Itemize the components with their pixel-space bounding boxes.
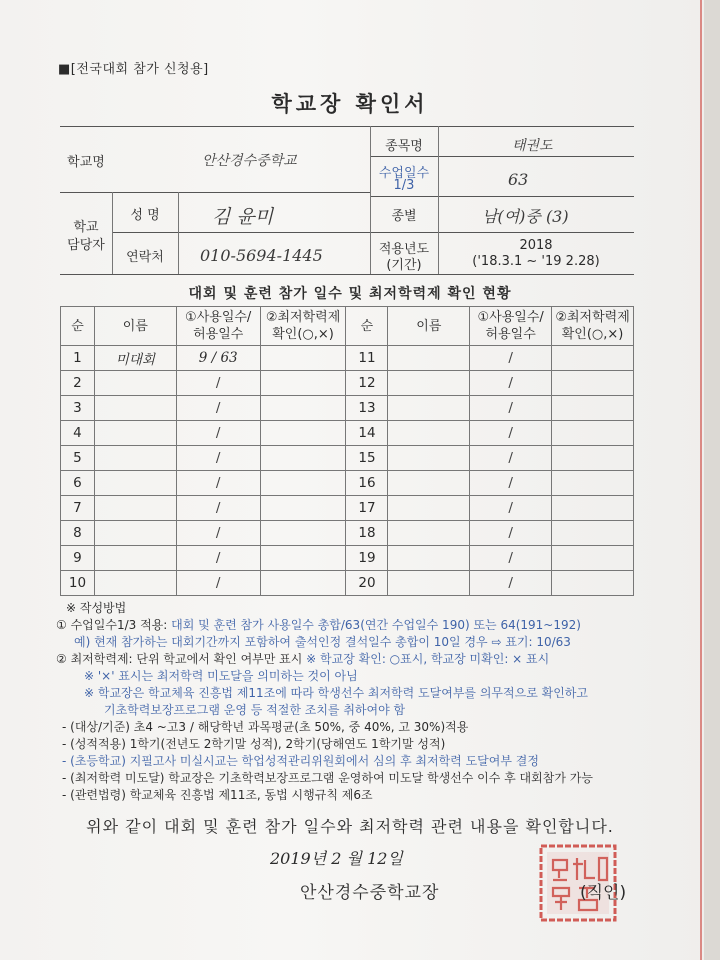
days-label-2: 1/3 — [393, 178, 415, 193]
row-name: 미대회 — [94, 346, 176, 371]
row-number: 2 — [61, 371, 95, 396]
info-border-top — [60, 126, 634, 127]
row-days: / — [176, 396, 260, 421]
note-1a — [56, 617, 696, 634]
row-days: / — [176, 496, 260, 521]
row-days: / — [176, 371, 260, 396]
row-number: 3 — [61, 396, 95, 421]
table-row — [61, 546, 634, 571]
table-row — [61, 346, 634, 371]
header-check-b2: 확인(○,×) — [561, 327, 624, 342]
row-number: 19 — [346, 546, 388, 571]
row-number: 8 — [61, 521, 95, 546]
category-value: 남(여)중 (3) — [482, 207, 569, 226]
header-check — [260, 307, 346, 346]
row-name — [388, 396, 470, 421]
form-tag: ■[전국대회 참가 신청용] — [58, 62, 209, 77]
row-name — [94, 371, 176, 396]
row-check — [260, 396, 346, 421]
row-name — [388, 371, 470, 396]
row-number: 16 — [346, 471, 388, 496]
header-days — [176, 307, 260, 346]
row-check — [552, 521, 634, 546]
row-name — [94, 396, 176, 421]
contact-label: 연락처 — [126, 250, 164, 265]
row-days: / — [470, 546, 552, 571]
row-name — [94, 571, 176, 596]
header-no: 순 — [61, 307, 95, 346]
row-check — [552, 471, 634, 496]
table-row — [61, 521, 634, 546]
row-name — [94, 446, 176, 471]
header-check-2: 확인(○,×) — [272, 327, 334, 342]
header-days-1: ①사용일수/ — [185, 310, 252, 325]
row-days: / — [176, 571, 260, 596]
note-2a — [56, 651, 696, 668]
note-2a-rest: ※ 학교장 확인: ○표시, 학교장 미확인: × 표시 — [302, 652, 550, 666]
row-days: / — [470, 446, 552, 471]
row-days: / — [176, 471, 260, 496]
row-name — [388, 346, 470, 371]
header-days-b1: ①사용일수/ — [477, 310, 544, 325]
contact-value: 010-5694-1445 — [200, 246, 323, 265]
row-number: 13 — [346, 396, 388, 421]
row-check — [260, 546, 346, 571]
note-2c: ※ 학교장은 학교체육 진흥법 제11조에 따라 학생선수 최저학력 도달여부를 의무적으로 확인하고 — [84, 686, 588, 700]
note-2b: ※ '×' 표시는 최저학력 미도달을 의미하는 것이 아님 — [84, 669, 358, 683]
table-row — [61, 446, 634, 471]
row-days: / — [176, 546, 260, 571]
name-value: 김 윤미 — [212, 206, 274, 228]
row-number: 17 — [346, 496, 388, 521]
note-2d: 기초학력보장프로그램 운영 등 적절한 조치를 취하여야 함 — [104, 703, 406, 717]
row-check — [552, 371, 634, 396]
table-header-row — [61, 307, 634, 346]
note-1a-rest: 대회 및 훈련 참가 사용일수 총합/63(연간 수업일수 190) 또는 64(191~192) — [167, 618, 581, 632]
header-days-2: 허용일수 — [193, 327, 244, 342]
header-check-b1: ②최저학력제 — [555, 310, 630, 325]
confirmation-statement: 위와 같이 대회 및 훈련 참가 일수와 최저학력 관련 내용을 확인합니다. — [86, 817, 614, 836]
row-check — [260, 446, 346, 471]
row-name — [388, 496, 470, 521]
row-check — [552, 446, 634, 471]
days-value: 63 — [508, 170, 529, 189]
table-row — [61, 421, 634, 446]
info-border-mid-left — [60, 192, 370, 193]
event-label: 종목명 — [385, 139, 423, 154]
seal-mark: (직인) — [580, 883, 627, 903]
principal-title: 안산경수중학교장 — [300, 883, 440, 903]
row-days: / — [176, 421, 260, 446]
note-2a-prefix: ② 최저학력제: 단위 학교에서 확인 여부만 표시 — [56, 652, 303, 666]
school-value: 안산경수중학교 — [202, 154, 297, 169]
note-1a-prefix: ① 수업일수1/3 적용: — [56, 618, 168, 632]
signature-date: 2019년 2 월 12일 — [270, 849, 403, 868]
row-number: 18 — [346, 521, 388, 546]
year-label-2: (기간) — [386, 258, 422, 273]
page-edge — [704, 0, 720, 960]
row-number: 4 — [61, 421, 95, 446]
row-check — [260, 571, 346, 596]
event-value: 태권도 — [512, 139, 553, 154]
detail-2: - (성적적용) 1학기(전년도 2학기말 성적), 2학기(당해연도 1학기말 성적) — [62, 737, 446, 751]
row-name — [94, 471, 176, 496]
row-name — [94, 546, 176, 571]
writing-instructions — [56, 600, 696, 804]
table-row — [61, 396, 634, 421]
info-border-bottom — [60, 274, 634, 275]
row-days: / — [176, 446, 260, 471]
row-days: / — [470, 471, 552, 496]
days-label-1: 수업일수 — [378, 166, 430, 181]
row-check — [552, 421, 634, 446]
info-border-inner — [112, 232, 370, 233]
name-label: 성 명 — [130, 208, 160, 223]
row-days: / — [470, 421, 552, 446]
header-check-1: ②최저학력제 — [265, 310, 341, 325]
row-check — [260, 421, 346, 446]
participation-table — [60, 306, 634, 596]
page-title: 학교장 확인서 — [271, 92, 429, 116]
row-check — [260, 471, 346, 496]
school-label: 학교명 — [67, 155, 105, 170]
detail-5: - (관련법령) 학교체육 진흥법 제11조, 동법 시행규칙 제6조 — [62, 788, 373, 802]
row-number: 5 — [61, 446, 95, 471]
table-row — [61, 471, 634, 496]
row-days: / — [470, 346, 552, 371]
teacher-label-1: 학교 — [73, 220, 99, 235]
info-border-right-1 — [370, 156, 634, 157]
year-value-2: ('18.3.1 ~ '19 2.28) — [472, 254, 600, 269]
header-days-b2: 허용일수 — [485, 327, 536, 342]
row-name — [94, 496, 176, 521]
row-number: 10 — [61, 571, 95, 596]
row-number: 6 — [61, 471, 95, 496]
table-row — [61, 571, 634, 596]
detail-3: - (초등학교) 지필고사 미실시교는 학업성적관리위원회에서 심의 후 최저학력 도달여부 결정 — [62, 754, 539, 768]
detail-1: - (대상/기준) 초4 ~고3 / 해당학년 과목평균(초 50%, 중 40%, 고 30%)적용 — [62, 720, 469, 734]
row-check — [552, 346, 634, 371]
info-border-right-3 — [370, 232, 634, 233]
row-number: 20 — [346, 571, 388, 596]
notes-heading: ※ 작성방법 — [66, 601, 127, 615]
table-row — [61, 496, 634, 521]
row-number: 15 — [346, 446, 388, 471]
red-margin-line — [700, 0, 702, 960]
info-vline-4 — [178, 192, 179, 274]
table-subtitle: 대회 및 훈련 참가 일수 및 최저학력제 확인 현황 — [188, 286, 512, 302]
row-check — [260, 346, 346, 371]
row-check — [260, 496, 346, 521]
row-days: / — [176, 521, 260, 546]
row-days: / — [470, 396, 552, 421]
detail-4: - (최저학력 미도달) 학교장은 기초학력보장프로그램 운영하여 미도달 학생선수 이수 후 대회참가 가능 — [62, 771, 593, 785]
row-name — [388, 521, 470, 546]
row-number: 7 — [61, 496, 95, 521]
row-name — [388, 446, 470, 471]
row-name — [388, 471, 470, 496]
year-value-1: 2018 — [519, 238, 553, 253]
row-days: 9 / 63 — [176, 346, 260, 371]
row-days: / — [470, 571, 552, 596]
row-check — [552, 496, 634, 521]
header-check-b — [552, 307, 634, 346]
row-check — [552, 546, 634, 571]
row-check — [552, 396, 634, 421]
row-name — [388, 571, 470, 596]
row-number: 11 — [346, 346, 388, 371]
header-no-2: 순 — [346, 307, 388, 346]
header-name-2: 이름 — [388, 307, 470, 346]
category-label: 종별 — [391, 209, 417, 224]
row-check — [552, 571, 634, 596]
row-days: / — [470, 496, 552, 521]
row-days: / — [470, 521, 552, 546]
row-name — [94, 421, 176, 446]
info-border-right-2 — [370, 196, 634, 197]
row-number: 14 — [346, 421, 388, 446]
row-days: / — [470, 371, 552, 396]
teacher-label-2: 담당자 — [67, 238, 105, 253]
row-number: 1 — [61, 346, 95, 371]
header-days-b — [470, 307, 552, 346]
row-check — [260, 371, 346, 396]
row-check — [260, 521, 346, 546]
row-number: 12 — [346, 371, 388, 396]
row-name — [388, 421, 470, 446]
row-name — [94, 521, 176, 546]
header-name: 이름 — [94, 307, 176, 346]
row-name — [388, 546, 470, 571]
row-number: 9 — [61, 546, 95, 571]
note-1b: 예) 현재 참가하는 대회기간까지 포함하여 출석인정 결석일수 총합이 10일 경우 ⇨ 표기: 10/63 — [74, 635, 571, 649]
year-label-1: 적용년도 — [378, 242, 430, 257]
table-row — [61, 371, 634, 396]
